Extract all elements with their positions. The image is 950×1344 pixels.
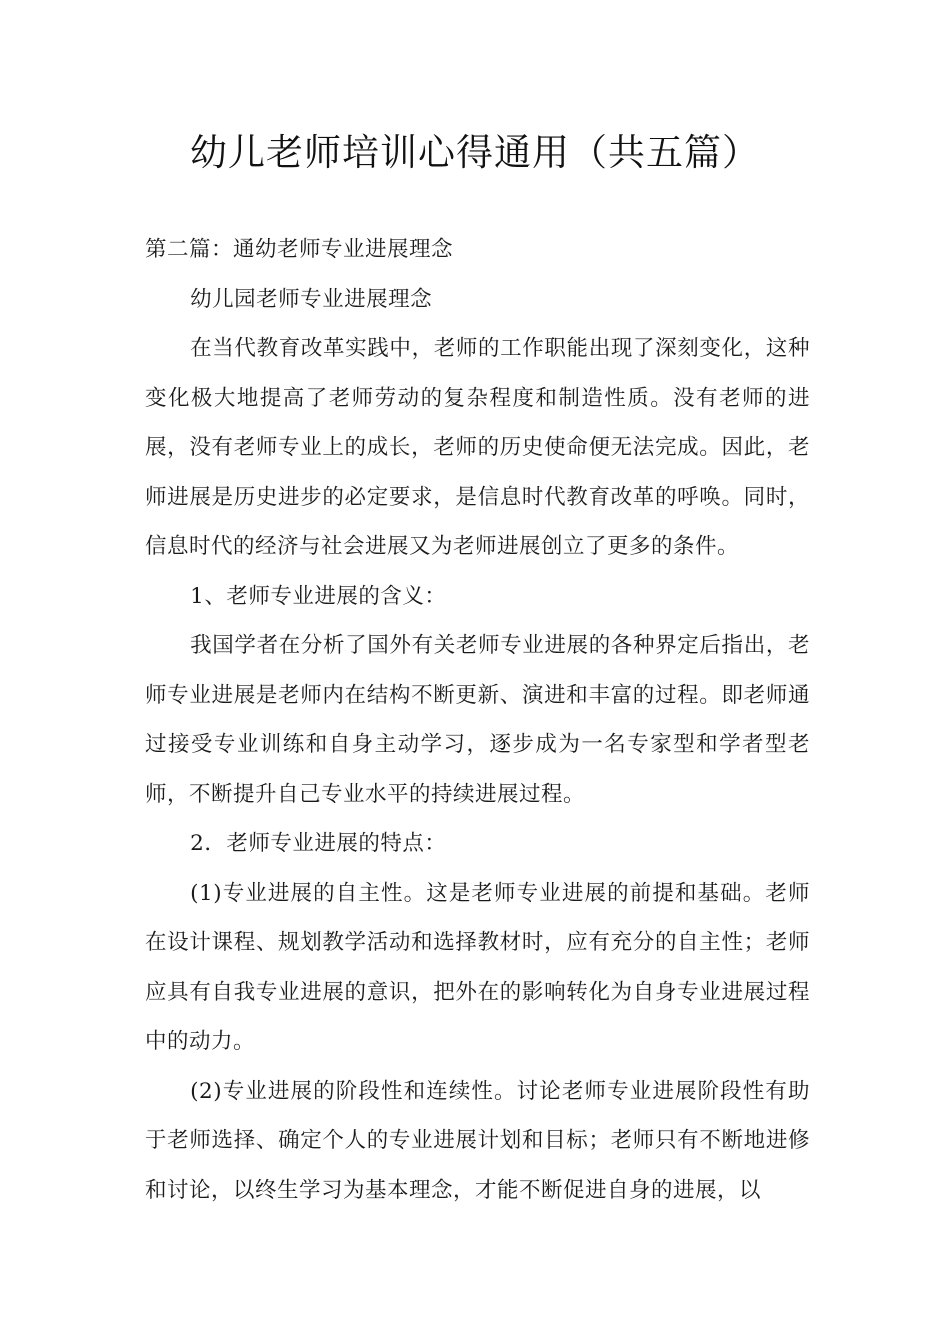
section-heading: 第二篇：通幼老师专业进展理念 [145,237,454,262]
paragraph: 1、老师专业进展的含义： [190,583,447,609]
paragraph: 在当代教育改革实践中，老师的工作职能出现了深刻变化，这种变化极大地提高了老师劳动的复杂程度和制造性质。没有老师的进展，没有老师专业上的成长，老师的历史使命便无法完成。因此，老师进展是历史进步的必定要求，是信息时代教育改革的呼唤。同时，信息时代的经济与社会进展又为老师进展创立了更多的条件。 [145,336,810,559]
paragraph: 幼儿园老师专业进展理念 [190,286,433,312]
paragraph: (1)专业进展的自主性。这是老师专业进展的前提和基础。老师在设计课程、规划教学活动和选择教材时，应有充分的自主性；老师应具有自我专业进展的意识，把外在的影响转化为自身专业进展过程中的动力。 [145,880,810,1054]
document-title: 幼儿老师培训心得通用（共五篇） [190,131,760,174]
paragraph: 我国学者在分析了国外有关老师专业进展的各种界定后指出，老师专业进展是老师内在结构不断更新、演进和丰富的过程。即老师通过接受专业训练和自身主动学习，逐步成为一名专家型和学者型老师，不断提升自己专业水平的持续进展过程。 [145,633,810,807]
paragraph: (2)专业进展的阶段性和连续性。讨论老师专业进展阶段性有助于老师选择、确定个人的专业进展计划和目标；老师只有不断地进修和讨论，以终生学习为基本理念，才能不断促进自身的进展，以 [145,1078,810,1203]
paragraph: 2．老师专业进展的特点： [190,831,447,856]
document-body [145,225,810,1215]
